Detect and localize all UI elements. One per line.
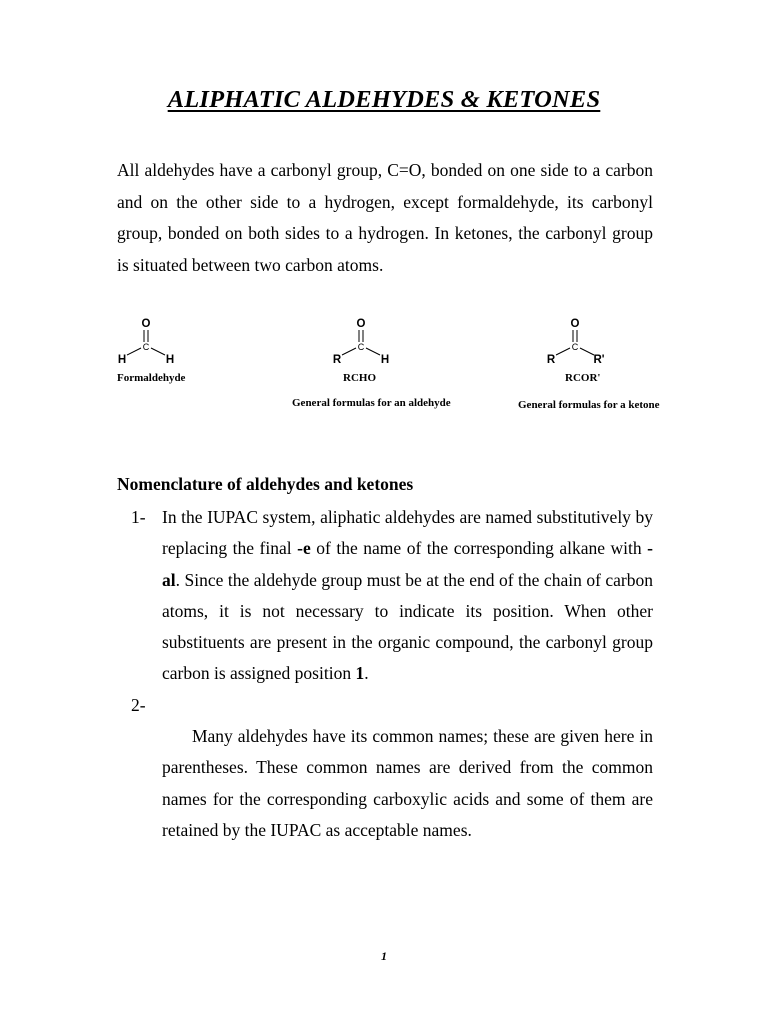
carbon-atom: C [571,342,579,352]
left-substituent: H [117,354,127,366]
page-title: ALIPHATIC ALDEHYDES & KETONES [167,86,601,113]
right-substituent: H [165,354,175,366]
ketone-formula-label: RCOR' [565,372,601,384]
aldehyde-caption: General formulas for an aldehyde [292,397,451,409]
ketone-structure [541,312,611,368]
oxygen-atom: O [356,318,366,330]
list-item [117,690,684,878]
list-item-number: 2- [131,694,146,715]
nomenclature-list [117,502,684,878]
left-substituent: R [332,354,342,366]
ketone-caption: General formulas for a ketone [518,399,660,411]
list-item-text: . Since the aldehyde group must be at the end of the chain of carbon atoms, it is not necessary to indicate its position. When other substituents are present in the organic compound, the carbonyl group carbon is assigned position [162,569,653,684]
list-item-number: 1- [131,507,146,527]
formaldehyde-structure [112,312,182,368]
suffix-e: -e [297,538,311,559]
intro-paragraph: All aldehydes have a carbonyl group, C=O, bonded on one side to a carbon and on the other side to a hydrogen, except formaldehyde, its carbonyl group, bonded on both sides to a hydrogen. In ketones, the carbonyl group is situated between two carbon atoms. [117,160,653,275]
list-item [117,502,653,690]
list-item-text: In the IUPAC system, aliphatic aldehydes are named substitutively by replacing the final [162,507,653,559]
aldehyde-structure [327,312,397,368]
oxygen-atom: O [141,318,151,330]
left-substituent: R [546,354,556,366]
right-substituent: H [380,354,390,366]
suffix-al: -al [162,538,653,590]
right-substituent: R' [593,354,605,366]
carbon-atom: C [142,342,150,352]
list-item-text: of the name of the corresponding alkane with [310,538,648,559]
carbon-atom: C [357,342,365,352]
list-item-text: . [364,663,369,684]
oxygen-atom: O [570,318,580,330]
formaldehyde-label: Formaldehyde [117,372,186,384]
page-number: 1 [381,949,387,963]
list-item-text: Many aldehydes have its common names; these are given here in parentheses. These common names are derived from the common names for the corresponding carboxylic acids and some of them are retained by the IUPAC as acceptable names. [162,726,684,840]
section-heading: Nomenclature of aldehydes and ketones [117,474,414,494]
aldehyde-formula-label: RCHO [343,372,376,384]
position-number: 1 [355,663,365,684]
